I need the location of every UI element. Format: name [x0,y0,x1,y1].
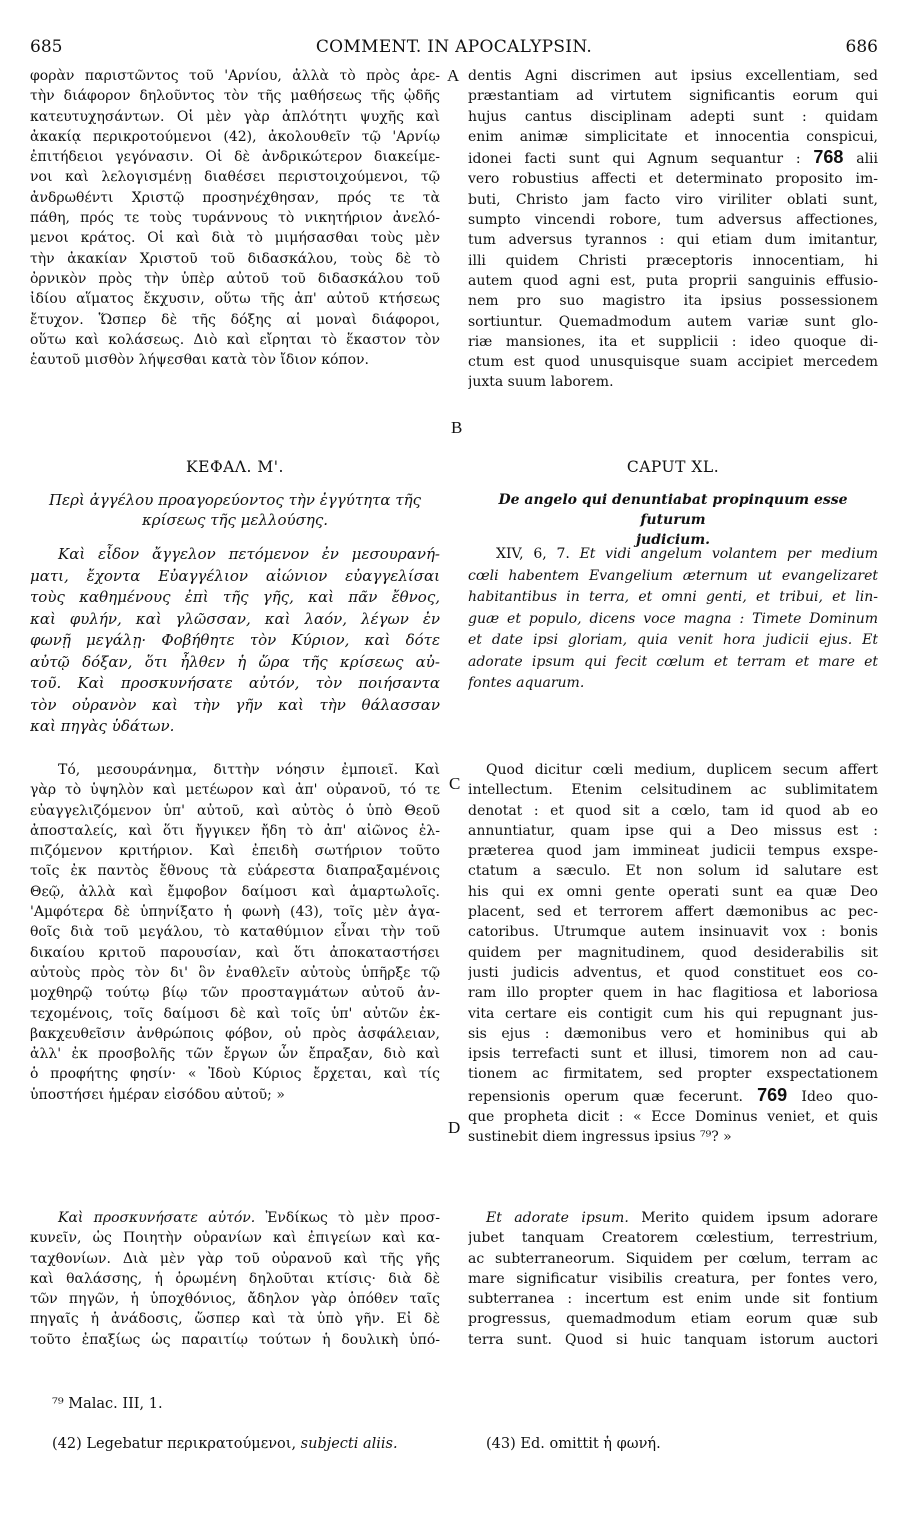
footnote-text: ἡ φωνή. [598,1436,661,1452]
footnote-text: subjecti aliis. [296,1436,398,1452]
text-line: sumpto vincendi robore, tum adversus affectiones, [468,212,878,229]
text-line: ctatum a sæculo. Et non solum id salutare est [468,863,878,880]
latin-chapter-heading: CAPUT XL. [626,458,720,476]
greek-chapter-subtitle [30,490,440,530]
text-line: ἑαυτοῦ μισθὸν λήψεσθαι κατὰ τὸν ἴδιον κόπον. [30,352,370,369]
text-line: justi judicis adventus, et quod constituet eos co- [468,964,878,981]
text-line: sustinebit diem ingressus ipsius ⁷⁹? » [468,1129,732,1146]
text-line: πιζόμενον κριτήριον. Καὶ ἐπειδὴ σωτήριον τοῦτο [30,843,440,860]
section-marker-c: C [449,774,461,793]
text-line: ἐπιτήδειοι γεγόνασιν. Οἱ δὲ ἀνδρικώτερον διακείμε- [30,149,440,166]
text-line: denotat : et quod sit a cœlo, tam id quod ab eo [468,802,878,819]
text-line: φωνῇ μεγάλῃ· Φοβήθητε τὸν Κύριον, καὶ δότε [30,631,440,649]
text-line: γὰρ τὸ ὑψηλὸν καὶ μετέωρον καὶ ἀπ' οὐρανοῦ, τό τε [30,782,440,799]
text-line: buti, Christo jam facto viro viriliter oblati sunt, [468,191,878,208]
text-line: hujus cantus disciplinam adepti sunt : quidam [468,108,878,125]
footnote-text: (42) Legebatur περικρατούμενοι, [52,1436,297,1452]
section-marker-b: B [451,418,463,437]
text-line: intellectum. Etenim celsitudinem ac sublimitatem [468,782,878,799]
text-line: δικαίου κριτοῦ παρουσίαν, καὶ ὅτι ἀποκαταστήσει [30,944,440,961]
text-line: et date ipsi gloriam, quia venit hora judicii ejus. Et [468,632,878,648]
text-line: annuntiatur, quam ipse qui a Deo missus est : [468,822,878,839]
text-fragment: Et vidi angelum volantem per medium [569,546,878,562]
greek-commentary-block-2 [30,760,440,1105]
text-line: mare significatur visibilis creatura, per fontes vero, [468,1270,878,1287]
text-line: ὀρνικὸν πρὸς τὴν ὑπὲρ αὐτοῦ τοῦ διδασκάλου τοῦ [30,270,440,287]
text-line: φορὰν παριστῶντος τοῦ 'Αρνίου, ἀλλὰ τὸ πρὸς ἀρε- [30,68,440,84]
text-line [468,544,878,566]
text-line: ὑποστήσει ἡμέραν εἰσόδου αὐτοῦ; » [30,1086,285,1103]
text-line: τοῦ. Καὶ προσκυνήσατε αὐτόν, τὸν ποιήσαντα [30,674,440,692]
text-line: Quod dicitur cœli medium, duplicem secum affert [486,762,878,778]
subtitle-line: Περὶ ἀγγέλου προαγορεύοντος τὴν ἐγγύτητα τῆς [48,491,422,509]
text-line: ἀνδρωθέντι Χριστῷ προσηνέχθησαν, πρός τε τὰ [30,189,440,206]
footnote-42 [52,1434,398,1454]
text-line: tionem ac firmitatem, sed propter exspectationem [468,1066,878,1083]
text-line: αὐτῷ δόξαν, ὅτι ἦλθεν ἡ ὥρα τῆς κρίσεως αὐ- [30,652,440,671]
greek-chapter-heading: ΚΕΦΑΛ. Μ'. [186,458,284,476]
text-line: οὕτω καὶ κολάσεως. Διὸ καὶ εἴρηται τὸ ἕκαστον τὸν [30,331,440,348]
text-line: ματι, ἔχοντα Εὐαγγέλιον αἰώνιον εὐαγγελίσαι [30,566,440,585]
text-line: ἰδίου αἵματος ἔκχυσιν, οὕτω τῆς ἀπ' αὐτοῦ κτήσεως [30,291,440,308]
text-line: jubet tanquam Creatorem cœlestium, terrestrium, [468,1230,878,1247]
subtitle-line: De angelo qui denuntiabat propinquum esse futurum [498,492,848,528]
text-line: Θεῷ, ἀλλὰ καὶ ἔμφοβον δαίμοσι καὶ ἁμαρτωλοῖς. [30,883,440,900]
greek-commentary-block-1 [30,66,440,370]
text-line: his qui ex omni gente operati sunt ea quæ Deo [468,883,878,900]
text-line [468,1085,878,1107]
page-number-right: 686 [845,37,878,57]
text-line: καὶ φυλήν, καὶ γλῶσσαν, καὶ λαόν, λέγων ἐν [30,609,440,628]
text-line: dentis Agni discrimen aut ipsius excellentiam, sed [468,68,878,84]
text-fragment: Ideo quo- [787,1088,878,1105]
text-line: τοὺς καθημένους ἐπὶ τῆς γῆς, καὶ πᾶν ἔθνος, [30,588,440,606]
text-line: quidem per magnitudinem, quod desiderabilis sit [468,944,878,961]
text-line: terra sunt. Quod si huic tanquam istorum auctori [468,1331,878,1348]
text-line: fontes aquarum. [468,675,585,691]
text-line: νοι καὶ λελογισμένῃ διαθέσει περιστοιχούμενοι, τῷ [30,169,440,186]
text-line: vita certare eis contigit cum his qui repugnant jus- [468,1005,878,1022]
text-fragment: alii [843,151,878,168]
lemma-lead: Et adorate ipsum. [486,1210,629,1226]
text-line: præterea quod jam immineat judicii tempus exspe- [468,843,878,860]
latin-commentary-block-2 [468,760,878,1148]
text-line: κατευτυχησάντων. Οἱ μὲν γὰρ ἁπλότητι ψυχῆς καὶ [30,108,440,125]
text-line: autem quod agni est, puta proprii sanguinis effusio- [468,272,878,289]
text-line: βακχευθεῖσιν ἀνθρώποις φόβον, οὐ πρὸς ἀσφάλειαν, [30,1025,440,1042]
text-line: ctum est quod unusquisque suam accipiet mercedem [468,354,878,371]
running-header [30,36,878,58]
text-fragment: Merito quidem ipsum adorare [628,1210,878,1226]
text-line: ipsis terrefacti sunt et illusi, timorem non ad cau- [468,1046,878,1063]
footnote-43 [486,1434,661,1454]
text-line [468,147,878,169]
text-line: τὸν οὐρανὸν καὶ τὴν γῆν καὶ τὴν θάλασσαν [30,695,440,714]
latin-scripture-lemma [468,544,878,695]
text-line: θοῖς διὰ τοῦ μεγάλου, τὸ καταθύμιον εἶναι τὴν τοῦ [30,924,440,941]
text-line: Καὶ εἶδον ἄγγελον πετόμενον ἐν μεσουρανή- [58,545,440,563]
text-line: præstantiam ad virtutem significantis eorum qui [468,88,878,105]
column-number-768: 768 [813,147,844,168]
text-line: μενοι κράτος. Οἱ καὶ διὰ τὸ μιμήσασθαι τοὺς μὲν [30,230,440,247]
text-line: ταχθονίων. Διὰ μὲν γὰρ τοῦ οὐρανοῦ καὶ τῆς γῆς [30,1250,440,1267]
greek-scripture-lemma [30,544,440,738]
text-line: sortiuntur. Quemadmodum autem variæ sunt glo- [468,313,878,330]
text-line: enim animæ simplicitate et innocentia conspicui, [468,128,878,145]
running-title: COMMENT. IN APOCALYPSIN. [315,37,593,57]
page-number-left: 685 [30,37,63,57]
text-line: vero robustius affecti et determinato proposito im- [468,171,878,188]
text-line: ram illo propter quem in hac flagitiosa et laboriosa [468,985,878,1002]
text-line: τῶν πηγῶν, ἡ ὑποχθόνιος, ἄδηλον γὰρ ὁπόθεν ταῖς [30,1291,440,1308]
text-line [468,1208,878,1228]
column-number-769: 769 [757,1084,788,1105]
text-line: guæ et populo, dicens voce magna : Timete Dominum [468,610,878,627]
text-line: juxta suum laborem. [468,374,614,391]
text-line: sis ejus : dæmonibus vero et hominibus qui ab [468,1025,878,1042]
text-line: καὶ πηγὰς ὑδάτων. [30,717,175,735]
text-line: ἔτυχον. Ὥσπερ δὲ τῆς δόξης αἱ μοναὶ διάφοροι, [30,311,440,328]
text-line: τεχομένοις, τοῖς δαίμοσι δὲ καὶ τοῖς ὑπ' αὐτῶν ἐκ- [30,1005,440,1022]
text-line: ἀκακίᾳ περικροτούμενοι (42), ἀκολουθεῖν τῷ 'Αρνίῳ [30,128,440,145]
text-line: τὴν διάφορον δηλοῦντος τὸν τῆς μαθήσεως τῆς ᾠδῆς [30,88,440,105]
text-line: καὶ θαλάσσης, ἡ ὁρωμένη δηλοῦται κτίσις· διὰ δὲ [30,1270,440,1287]
text-line: riæ mansiones, ita et supplicii : ideo quoque di- [468,333,878,350]
text-fragment: Ἐνδίκως τὸ μὲν προσ- [255,1210,440,1226]
text-line: ac subterraneorum. Siquidem per cœlum, terram ac [468,1250,878,1267]
text-line: αὐτοὺς πρὸς τὸν δι' ὃν ἐναθλεῖν αὐτοὺς ὑπῆρξε τῷ [30,964,440,981]
text-line: subterranea : incertum est enim unde sit fontium [468,1291,878,1308]
text-line: progressus, quemadmodum etiam eorum quæ sub [468,1311,878,1328]
subtitle-line: κρίσεως τῆς μελλούσης. [141,511,329,529]
latin-chapter-subtitle [468,490,878,550]
text-fragment: repensionis operum quæ fecerunt. [468,1088,743,1105]
scripture-footnote-79: ⁷⁹ Malac. III, 1. [52,1396,163,1412]
text-line: τὴν ἀκακίαν Χριστοῦ τοῦ διδασκάλου, τοὺς δὲ τὸ [30,250,440,267]
text-line: 'Αμφότερα δὲ ὑπηνίξατο ἡ φωνὴ (43), τοῖς μὲν ἀγα- [30,904,440,921]
text-line: placent, sed et terrorem affert dæmonibus ac pec- [468,904,878,921]
text-line: εὐαγγελιζόμενον ὑπ' αὐτοῦ, καὶ αὐτὸς ὁ ὑπὸ Θεοῦ [30,802,440,819]
text-line: τοῖς ἐκ παντὸς ἔθνους τὰ εὐάρεστα διαπραξαμένοις [30,863,440,880]
text-line: cœli habentem Evangelium æternum ut evangelizaret [468,567,878,584]
section-marker-d: D [448,1118,461,1137]
text-line: illi quidem Christi præceptoris innocentiam, hi [468,252,878,269]
text-line: nem pro suo magistro ita ipsius possessionem [468,293,878,310]
text-line: adorate ipsum qui fecit cœlum et terram et mare et [468,653,878,670]
text-line [30,1208,440,1228]
text-fragment: idonei facti sunt qui Agnum sequantur : [468,151,801,168]
text-line: πάθη, πρός τε τοὺς τυράννους τὸ νικητήριον ἀνελό- [30,210,440,227]
text-line: ὁ προφήτης φησίν· « Ἰδοὺ Κύριος ἔρχεται, καὶ τίς [30,1066,440,1083]
text-line: que propheta dicit : « Ecce Dominus veniet, et quis [468,1109,878,1126]
greek-commentary-block-3 [30,1208,440,1350]
text-line: tum adversus tyrannos : qui etiam dum imitantur, [468,232,878,249]
footnote-text: (43) Ed. omittit [486,1436,599,1452]
latin-commentary-block-3 [468,1208,878,1350]
text-line: μοχθηρῷ τούτῳ βίῳ τῶν προσταγμάτων αὐτοῦ ἀν- [30,985,440,1002]
text-line: πηγαῖς ἡ ἀνάδοσις, ὥσπερ καὶ τὰ ὑπὸ γῆν. Εἰ δὲ [30,1311,440,1328]
subtitle-line: judicium. [635,532,711,548]
text-line: τοῦτο ἐπαξίως ὡς παραιτίῳ τούτων ἡ δουλικὴ ὑπό- [30,1331,440,1348]
text-line: ἀποσταλείς, καὶ ὅτι ἤγγικεν ἤδη τὸ ἀπ' αἰῶνος ἐλ- [30,822,440,839]
latin-commentary-block-1 [468,66,878,393]
text-line: Τό, μεσουράνημα, διττὴν νόησιν ἐμποιεῖ. Καὶ [58,762,440,778]
text-line: ἀλλ' ἐκ προσβολῆς τῶν ἔργων ὧν ἔπραξαν, διὸ καὶ [30,1046,440,1063]
section-marker-a: A [447,66,460,85]
text-line: κυνεῖν, ὡς Ποιητὴν οὐρανίων καὶ ἐπιγείων καὶ κα- [30,1230,440,1247]
text-line: catoribus. Utrumque autem insinuavit vox : bonis [468,924,878,941]
lemma-lead: Καὶ προσκυνήσατε αὐτόν. [58,1210,256,1226]
text-line: habitantibus in terra, et omni genti, et tribui, et lin- [468,589,878,605]
scripture-reference: XIV, 6, 7. [496,546,570,562]
